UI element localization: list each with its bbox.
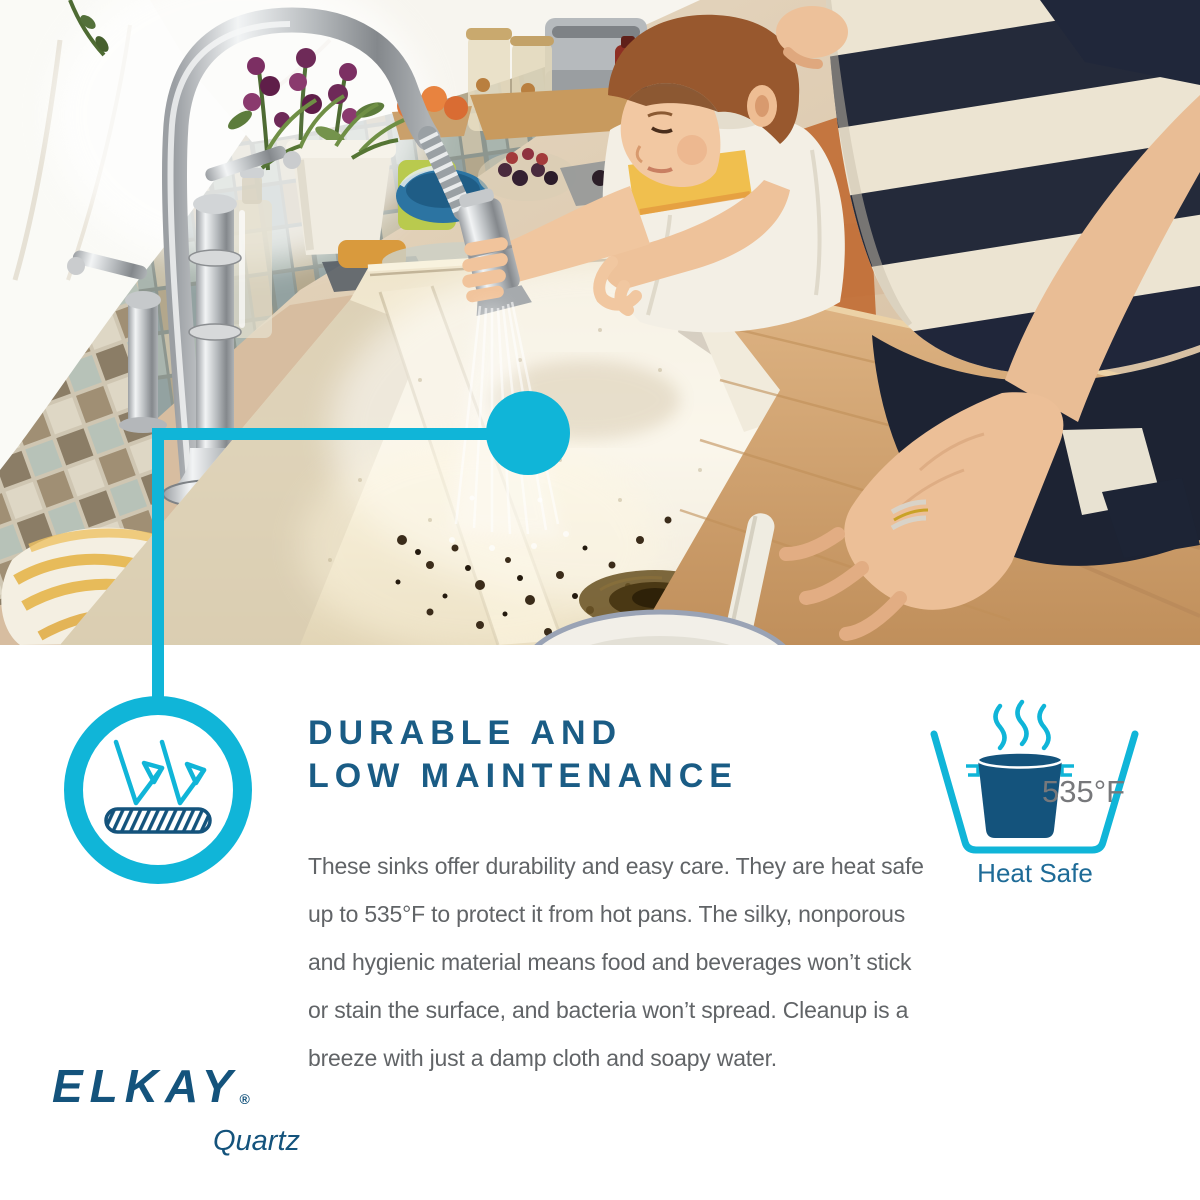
- surface-bar: [106, 809, 210, 832]
- brand-block: [52, 1062, 312, 1158]
- hot-pot: [966, 702, 1074, 838]
- bounce-arrows-icon: [85, 717, 231, 863]
- headline-line-2: LOW MAINTENANCE: [308, 757, 738, 795]
- paragraph-line: up to 535°F to protect it from hot pans. The silky, nonporous: [308, 901, 906, 927]
- heat-safe-label: Heat Safe: [977, 858, 1093, 888]
- paragraph-line: and hygienic material means food and beverages won’t stick: [308, 949, 912, 975]
- heat-safe-icon: [920, 690, 1190, 860]
- registered-trademark: ®: [239, 1091, 250, 1107]
- paragraph-line: or stain the surface, and bacteria won’t spread. Cleanup is a: [308, 997, 909, 1023]
- callout-line-vertical: [152, 428, 164, 710]
- heat-safe-temperature: 535°F: [1042, 774, 1126, 809]
- callout-line-horizontal: [152, 428, 492, 440]
- elkay-logo-text: ELKAY: [52, 1060, 240, 1112]
- sub-brand-quartz: Quartz: [212, 1125, 300, 1157]
- callout-dot: [486, 391, 570, 475]
- feature-headline: [308, 712, 738, 798]
- headline-line-1: DURABLE AND: [308, 714, 623, 752]
- heat-safe-feature: [920, 690, 1190, 900]
- feature-paragraph: [308, 842, 924, 1082]
- steam-icon: [996, 702, 1049, 748]
- paragraph-line: These sinks offer durability and easy care. They are heat safe: [308, 853, 924, 879]
- elkay-logo: [52, 1062, 312, 1123]
- paragraph-line: breeze with just a damp cloth and soapy water.: [308, 1045, 777, 1071]
- durability-badge: [64, 696, 252, 884]
